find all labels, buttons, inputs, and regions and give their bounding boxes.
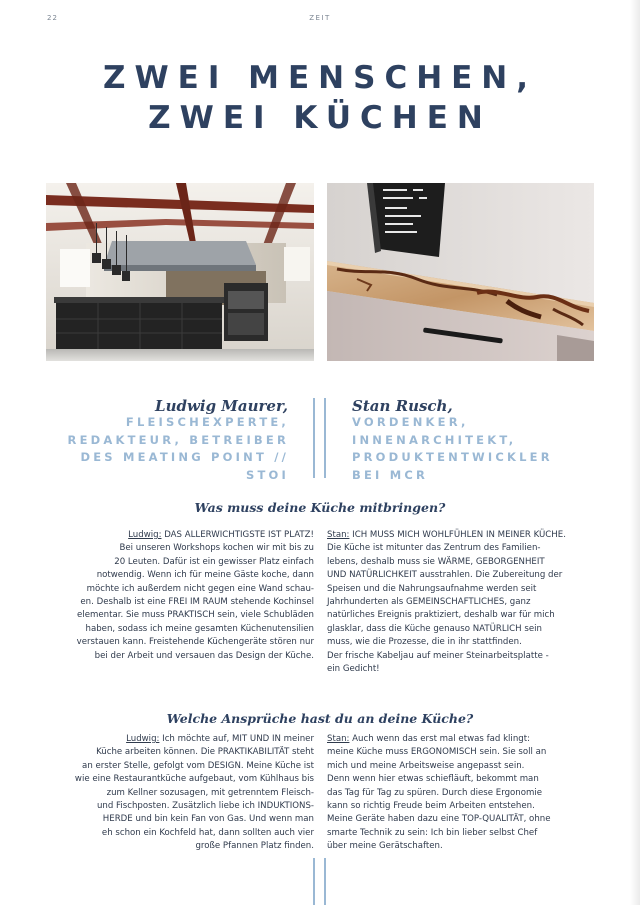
answer-line: eh schon ein Kochfeld hat, dann sollten auch vier	[101, 827, 314, 838]
role-line: FLEISCHEXPERTE,	[125, 415, 289, 429]
answer-line: smarte Technik zu sein: Ich bin lieber selbst Chef	[327, 827, 538, 838]
answer-line: Jahrhunderten als GEMEINSCHAFTLICHES, ganz	[327, 597, 531, 608]
question-heading: Welche Ansprüche hast du an deine Küche?	[166, 711, 474, 726]
role-line: INNENARCHITEKT,	[352, 432, 517, 447]
answer-line: an erster Stelle, gefolgt vom DESIGN. Meine Küche ist	[82, 760, 314, 771]
answer-line: Speisen und die Nahrungsaufnahme werden seit	[327, 583, 537, 594]
answer-line: große Pfannen Platz finden.	[195, 841, 314, 852]
answer-first-line: Ich möchte auf, MIT UND IN meiner	[159, 734, 314, 744]
answer-line: glasklar, dass die Küche genauso NATÜRLICH sein	[327, 623, 542, 634]
answer-line	[327, 733, 595, 746]
answer-ludwig	[60, 529, 314, 663]
answer-first-line: Auch wenn das erst mal etwas fad klingt:	[349, 734, 530, 744]
answer-line: kann so richtig Freude beim Arbeiten entstehen.	[327, 801, 535, 812]
role-line: PRODUKTENTWICKLER	[352, 450, 553, 464]
answer-line: Küche arbeiten können. Die PRAKTIKABILITÄT steht	[96, 747, 314, 758]
answer-line: muss, wie die Prozesse, die in ihr stattfinden.	[327, 637, 522, 648]
person-name-stan: Stan Rusch,	[352, 397, 453, 415]
answer-first-line: ICH MUSS MICH WOHLFÜHLEN IN MEINER KÜCHE.	[349, 530, 566, 540]
role-line: VORDENKER,	[352, 415, 469, 429]
title-line: ZWEI MENSCHEN,	[102, 60, 538, 96]
speaker-label: Ludwig:	[128, 530, 162, 540]
answer-line: wie eine Restaurantküche aufgebaut, vom Kühlhaus bis	[74, 774, 314, 785]
answer-line: UND NATÜRLICHKEIT ausstrahlen. Die Zubereitung der	[327, 570, 563, 581]
speaker-label: Stan:	[327, 734, 350, 744]
person-role-ludwig	[68, 414, 289, 484]
answer-line: Die Küche ist mitunter das Zentrum des Familien-	[327, 543, 541, 554]
answer-line	[60, 529, 314, 542]
question-heading: Was muss deine Küche mitbringen?	[194, 500, 446, 515]
open-kitchen-image	[46, 183, 314, 361]
role-line: STOI	[246, 467, 289, 482]
answer-line: 20 Leuten. Dafür ist ein gewisser Platz einfach	[114, 556, 314, 567]
answer-line: Denn wenn hier etwas schiefläuft, bekommt man	[327, 774, 539, 785]
answer-line: das Tag für Tag zu spüren. Durch diese Ergonomie	[327, 787, 543, 798]
answer-line: und Fischposten. Zusätzlich liebe ich INDUKTIONS-	[96, 801, 314, 812]
answer-line: mich und meine Arbeitsweise angepasst sein.	[327, 760, 525, 771]
answer-line: Bei unseren Workshops kochen wir mit bis zu	[119, 543, 314, 554]
kitchen-photo-left	[46, 183, 314, 361]
role-line: REDAKTEUR, BETREIBER	[67, 432, 289, 447]
answer-line: zum Kellner sozusagen, mit getrenntem Fleisch-	[106, 787, 314, 798]
page-number: 22	[47, 14, 58, 22]
answer-line: haben, sodass ich meine gesamten Küchenutensilien	[85, 623, 314, 634]
answer-line	[60, 733, 314, 746]
answer-line: über meine Gerätschaften.	[327, 841, 443, 852]
running-head: ZEIT	[309, 14, 331, 22]
answer-line: ein Gedicht!	[327, 664, 380, 675]
answer-line: möchte ich außerdem nicht gegen eine Wand schau-	[86, 583, 314, 594]
identity-divider-right	[324, 398, 326, 478]
answer-line: HERDE und bin kein Fan von Gas. Und wenn man	[102, 814, 314, 825]
bottom-divider-left	[313, 858, 315, 905]
answer-line: natürliches Ereignis praktiziert, deshalb war für mich	[327, 610, 555, 621]
answer-line: bei der Arbeit und versauen das Design der Küche.	[94, 650, 314, 661]
answer-ludwig	[60, 733, 314, 854]
article-title	[0, 58, 640, 138]
answer-line: Der frische Kabeljau auf meiner Steinarbeitsplatte -	[327, 650, 549, 661]
speaker-label: Stan:	[327, 530, 350, 540]
role-line: BEI MCR	[352, 467, 429, 482]
answer-line: Meine Geräte haben dazu eine TOP-QUALITÄT, ohne	[327, 814, 551, 825]
person-name-ludwig: Ludwig Maurer,	[155, 397, 288, 415]
identity-divider-left	[313, 398, 315, 478]
bottom-divider-right	[324, 858, 326, 905]
answer-line: elementar. Sie muss PRAKTISCH sein, viele Schubläden	[77, 610, 314, 621]
speaker-label: Ludwig:	[126, 734, 160, 744]
kitchen-photo-right	[327, 183, 594, 361]
title-line: ZWEI KÜCHEN	[148, 100, 492, 136]
role-line: DES MEATING POINT //	[80, 450, 289, 464]
answer-line: meine Küche muss ERGONOMISCH sein. Sie soll an	[327, 747, 547, 758]
answer-stan	[327, 529, 595, 676]
wood-counter-image	[327, 183, 594, 361]
answer-line: notwendig. Wenn ich für meine Gäste koche, dann	[96, 570, 314, 581]
answer-line: lebens, deshalb muss sie WÄRME, GEBORGENHEIT	[327, 556, 545, 567]
answer-line: verstauen kann. Freistehende Küchengeräte stören nur	[76, 637, 314, 648]
answer-first-line: DAS ALLERWICHTIGSTE IST PLATZ!	[161, 530, 314, 540]
answer-line: en. Deshalb ist eine FREI IM RAUM stehende Kochinsel	[80, 597, 314, 608]
answer-line	[327, 529, 595, 542]
answer-stan	[327, 733, 595, 854]
person-role-stan	[352, 414, 553, 484]
